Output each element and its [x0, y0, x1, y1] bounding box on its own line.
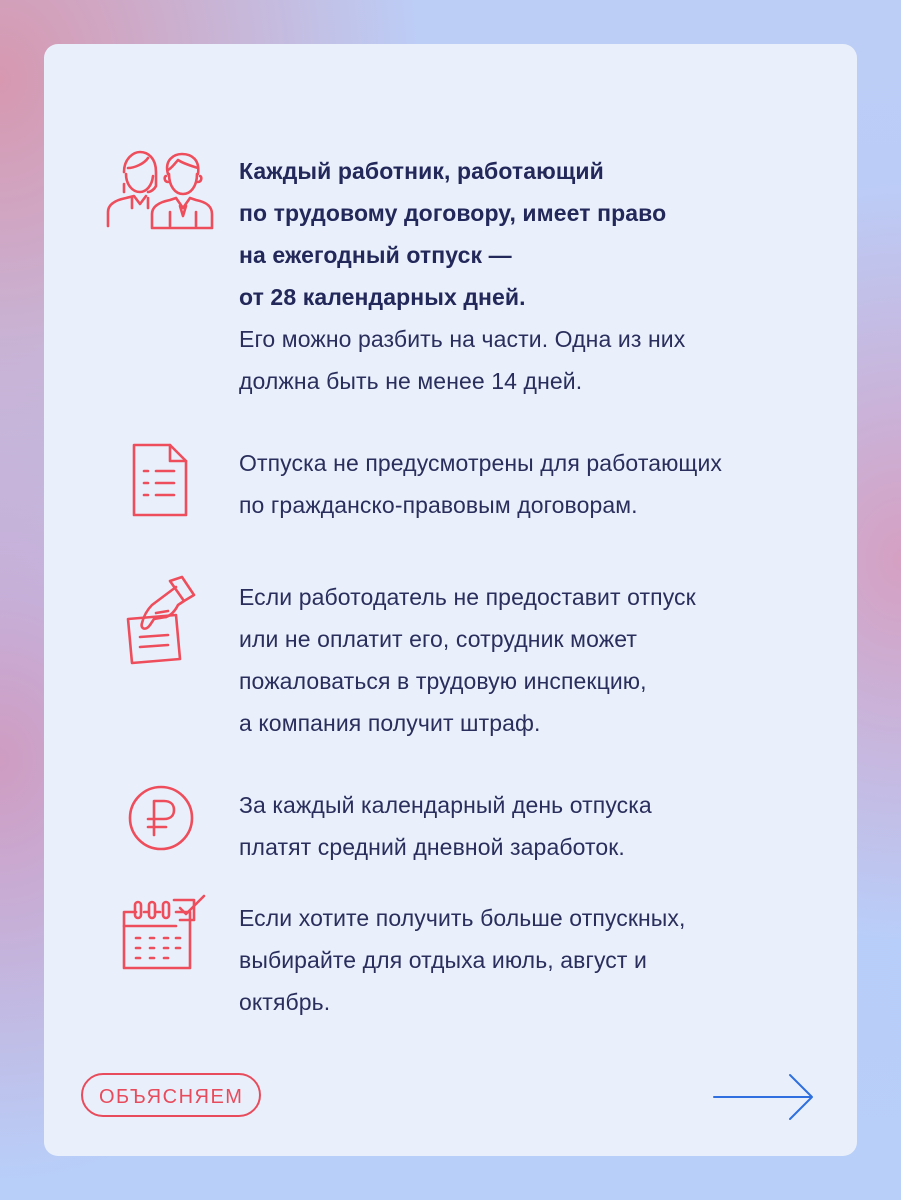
- bold-line: на ежегодный отпуск —: [239, 242, 512, 268]
- text-line: пожаловаться в трудовую инспекцию,: [239, 668, 647, 694]
- people-icon: [104, 150, 216, 235]
- text-line: должна быть не менее 14 дней.: [239, 368, 583, 394]
- arrow-right-icon[interactable]: [712, 1072, 816, 1127]
- hand-document-icon: [124, 575, 200, 670]
- info-item-text: [239, 150, 839, 402]
- text-line: платят средний дневной заработок.: [239, 834, 625, 860]
- info-item-text: [239, 897, 839, 1023]
- text-line: по гражданско-правовым договорам.: [239, 492, 638, 518]
- text-line: Если хотите получить больше отпускных,: [239, 905, 686, 931]
- text-line: Если работодатель не предоставит отпуск: [239, 584, 696, 610]
- calendar-check-icon: [120, 894, 210, 979]
- ruble-coin-icon: [126, 783, 196, 858]
- text-line: выбирайте для отдыха июль, август и: [239, 947, 647, 973]
- info-item-text: [239, 442, 839, 526]
- text-line: октябрь.: [239, 989, 331, 1015]
- text-line: За каждый календарный день отпуска: [239, 792, 652, 818]
- bold-line: Каждый работник, работающий: [239, 158, 604, 184]
- document-icon: [130, 441, 190, 524]
- explain-badge[interactable]: ОБЪЯСНЯЕМ: [81, 1073, 261, 1117]
- bold-line: от 28 календарных дней.: [239, 284, 526, 310]
- info-card: [44, 44, 857, 1156]
- text-line: или не оплатит его, сотрудник может: [239, 626, 637, 652]
- text-line: Отпуска не предусмотрены для работающих: [239, 450, 723, 476]
- info-item-text: [239, 576, 839, 744]
- bold-line: по трудовому договору, имеет право: [239, 200, 667, 226]
- info-item-text: [239, 784, 839, 868]
- text-line: а компания получит штраф.: [239, 710, 541, 736]
- text-line: Его можно разбить на части. Одна из них: [239, 326, 686, 352]
